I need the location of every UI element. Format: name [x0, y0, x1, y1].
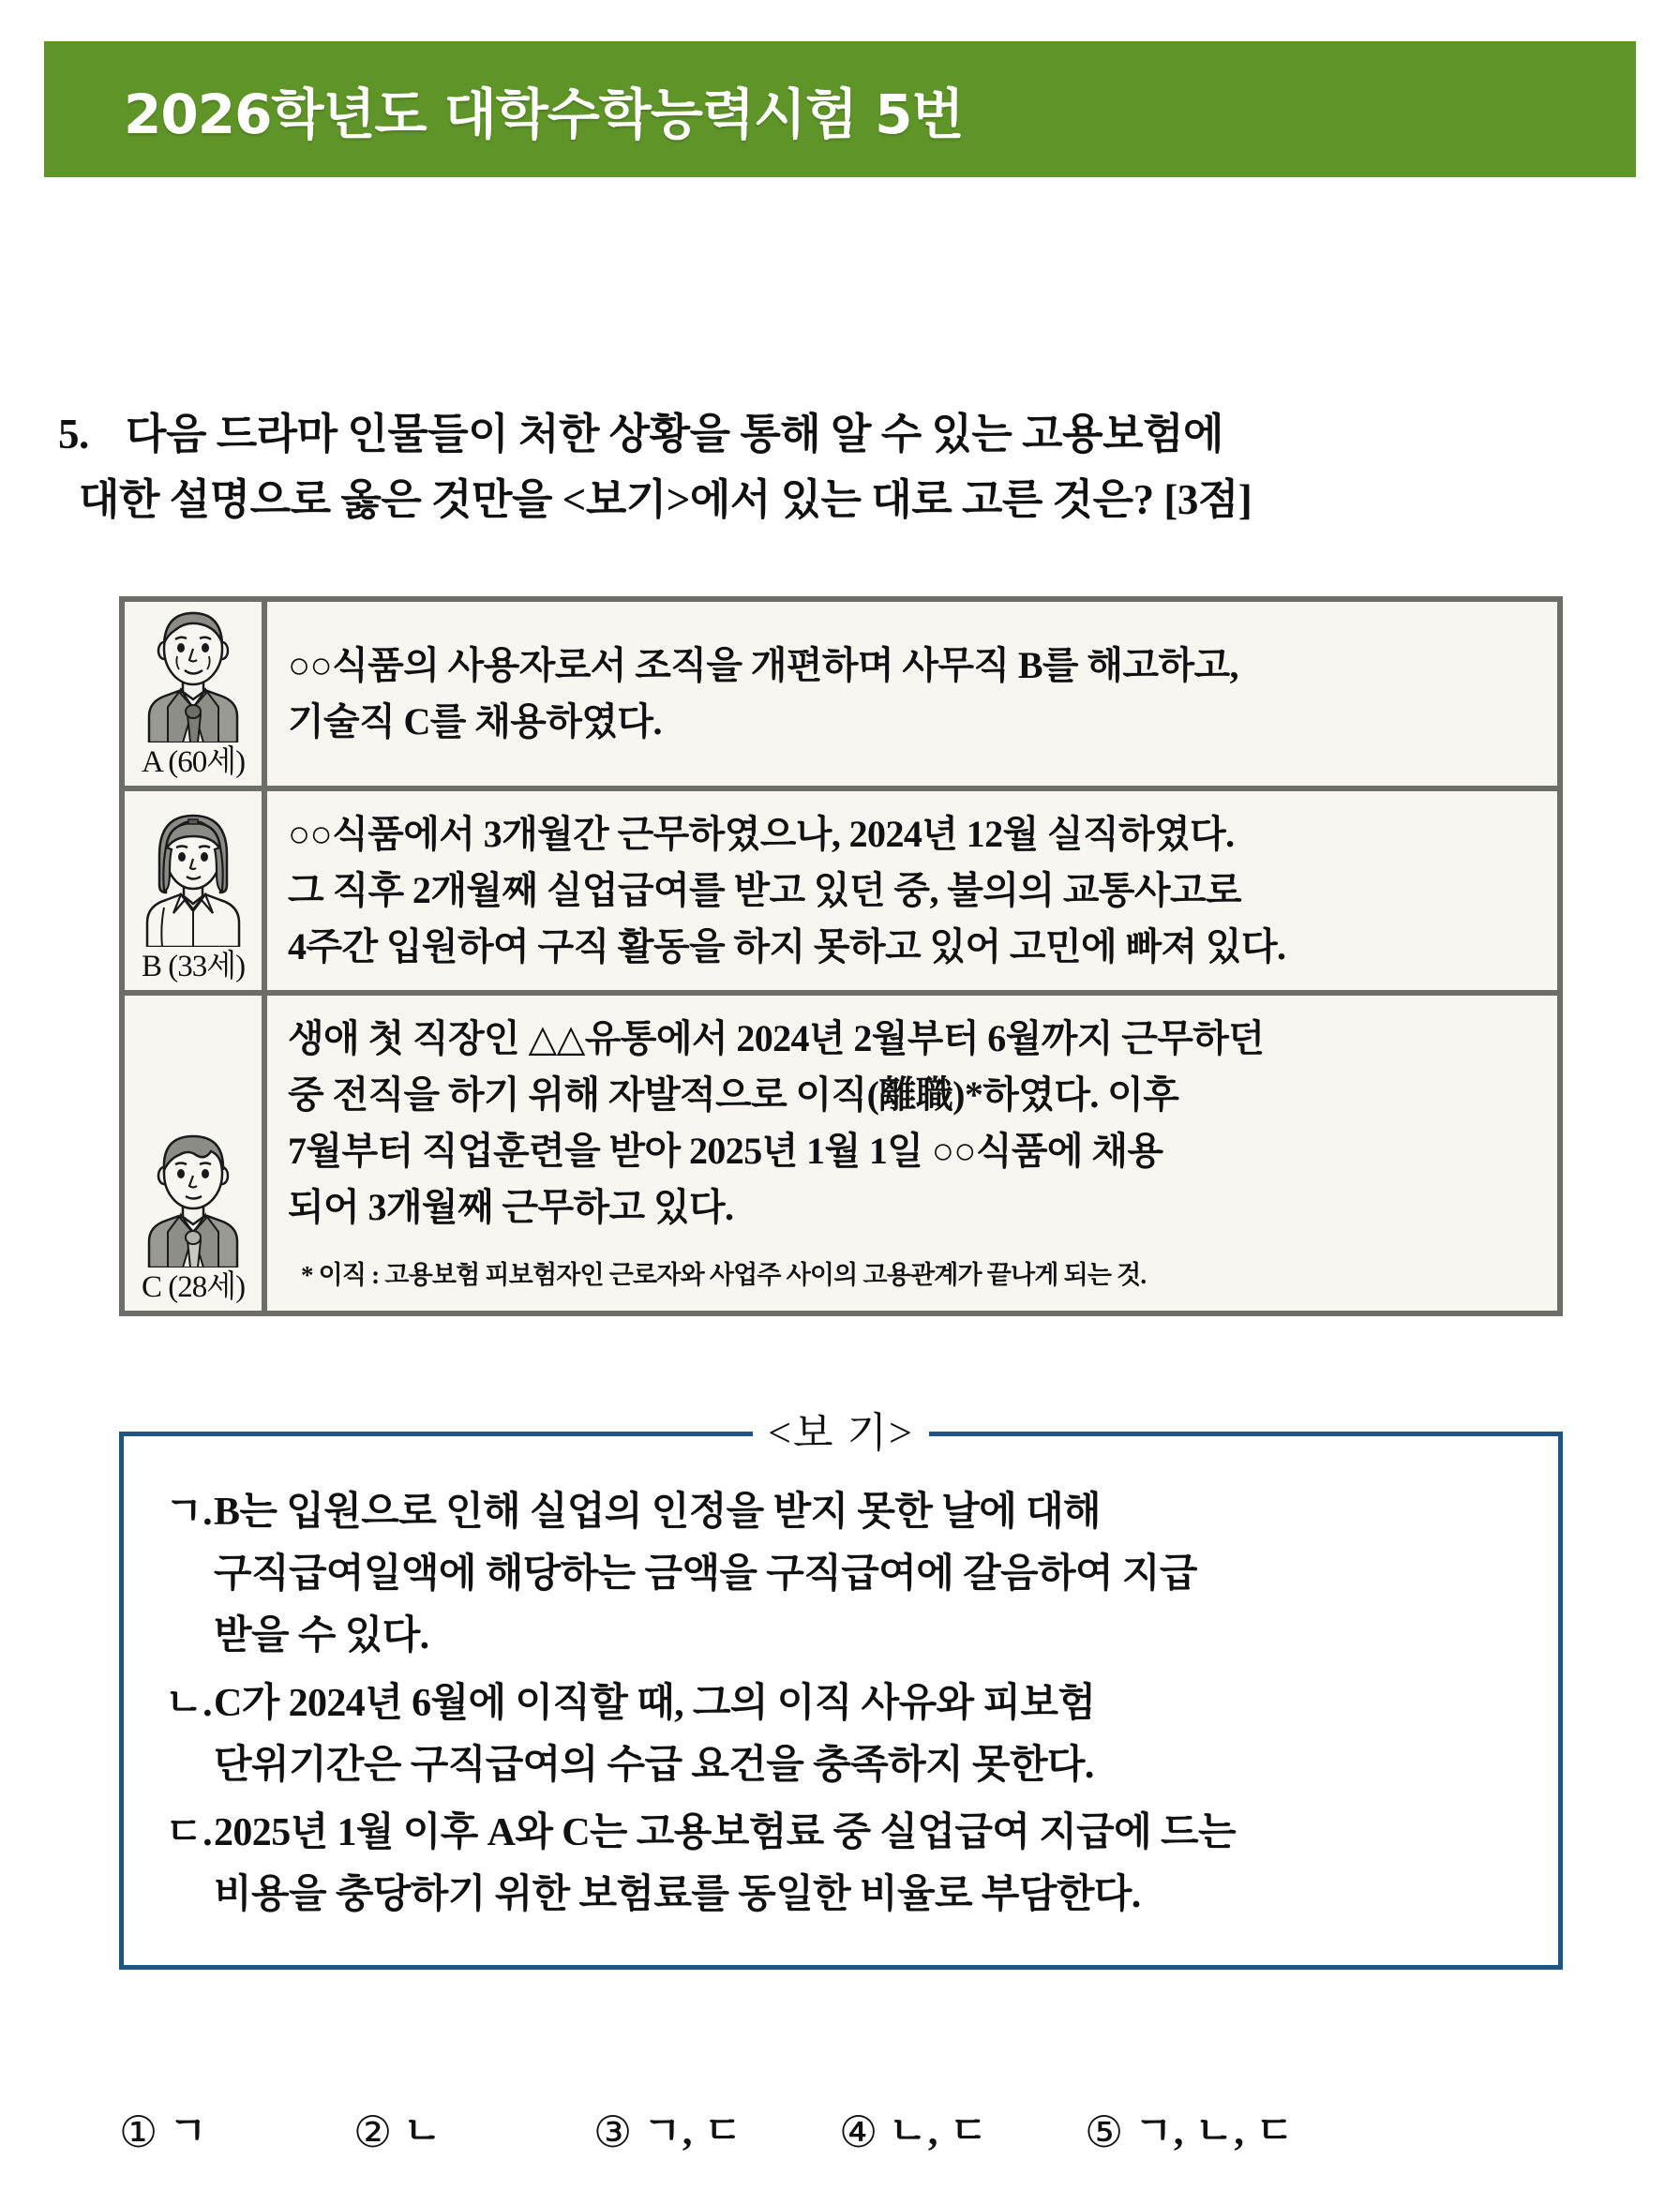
situation-line: ○○식품의 사용자로서 조직을 개편하며 사무직 B를 해고하고, [288, 644, 1238, 686]
answer-choice-1[interactable] [119, 2108, 353, 2156]
bogi-item-lines [214, 1481, 1530, 1667]
answer-choice-5[interactable] [1085, 2108, 1366, 2156]
table-row [125, 996, 1557, 1311]
bogi-item-lines [214, 1672, 1530, 1796]
question-stem-text-1: 다음 드라마 인물들이 처한 상황을 통해 알 수 있는 고용보험에 [126, 411, 1224, 458]
choice-number-1: ① [119, 2107, 158, 2157]
character-situation-table [119, 596, 1563, 1316]
avatar-label-c: C (28세) [141, 1270, 246, 1304]
answer-choice-2[interactable] [353, 2108, 593, 2156]
choice-number-4: ④ [839, 2107, 878, 2157]
bogi-box [119, 1432, 1563, 1970]
bogi-legend-text: <보 기> [753, 1410, 929, 1456]
choice-text-2: ㄴ [403, 2110, 442, 2153]
bogi-item-d [152, 1802, 1530, 1926]
choice-number-5: ⑤ [1085, 2107, 1124, 2157]
situation-line: 되어 3개월째 근무하고 있다. [288, 1186, 734, 1228]
bogi-item-lines [214, 1802, 1530, 1926]
choice-number-3: ③ [593, 2107, 633, 2157]
bogi-line: B는 입원으로 인해 실업의 인정을 받지 못한 날에 대해 [214, 1491, 1102, 1534]
avatar-label-b: B (33세) [141, 950, 246, 983]
answer-choices [119, 2108, 1591, 2156]
choice-text-1: ㄱ [169, 2110, 208, 2153]
table-row [125, 791, 1557, 996]
woman-bob-blouse-avatar [130, 806, 256, 947]
question-stem-line-1 [58, 401, 1642, 467]
bogi-line: 구직급여일액에 해당하는 금액을 구직급여에 갈음하여 지급 [214, 1552, 1197, 1596]
question-stem-line-2: 대한 설명으로 옳은 것만을 <보기>에서 있는 대로 고른 것은? [3점] [79, 476, 1252, 523]
bogi-line: 받을 수 있다. [214, 1614, 429, 1658]
situation-cell-b [267, 791, 1557, 990]
bogi-marker: ㄱ. [165, 1491, 213, 1534]
bogi-section [119, 1410, 1563, 1970]
situation-cell-c [267, 996, 1557, 1311]
older-man-suit-avatar [130, 602, 256, 742]
situation-line: 생애 첫 직장인 △△유통에서 2024년 2월부터 6월까지 근무하던 [288, 1017, 1265, 1059]
choice-text-4: ㄴ, ㄷ [889, 2110, 989, 2153]
avatar-cell-a [125, 602, 267, 786]
bogi-line: 2025년 1월 이후 A와 C는 고용보험료 중 실업급여 지급에 드는 [214, 1811, 1236, 1854]
avatar-cell-c [125, 996, 267, 1311]
situation-line: 기술직 C를 채용하였다. [288, 700, 662, 742]
situation-line: 7월부터 직업훈련을 받아 2025년 1월 1일 ○○식품에 채용 [288, 1130, 1163, 1172]
situation-line: 그 직후 2개월째 실업급여를 받고 있던 중, 불의의 교통사고로 [288, 869, 1241, 911]
bogi-item-n [152, 1672, 1530, 1796]
bogi-line: 단위기간은 구직급여의 수급 요건을 충족하지 못한다. [214, 1744, 1094, 1787]
table-row [125, 602, 1557, 791]
bogi-line: 비용을 충당하기 위한 보험료를 동일한 비율로 부담한다. [214, 1873, 1141, 1916]
avatar-label-a: A (60세) [141, 745, 246, 779]
bogi-marker: ㄷ. [165, 1811, 213, 1854]
footnote-ijik: * 이직 : 고용보험 피보험자인 근로자와 사업주 사이의 고용관계가 끝나게 되는 것. [301, 1261, 1147, 1289]
situation-line: 중 전직을 하기 위해 자발적으로 이직(離職)*하였다. 이후 [288, 1073, 1179, 1116]
answer-choice-3[interactable] [593, 2108, 839, 2156]
choice-text-5: ㄱ, ㄴ, ㄷ [1134, 2110, 1295, 2153]
exam-title: 2026학년도 대학수학능력시험 5번 [124, 82, 964, 146]
question-number: 5. [58, 411, 89, 458]
choice-text-3: ㄱ, ㄷ [643, 2110, 743, 2153]
answer-choice-4[interactable] [839, 2108, 1085, 2156]
bogi-line: C가 2024년 6월에 이직할 때, 그의 이직 사유와 피보험 [214, 1682, 1096, 1725]
question-stem [58, 401, 1642, 532]
exam-header-banner [44, 41, 1636, 177]
bogi-marker: ㄴ. [165, 1682, 213, 1725]
bogi-item-g [152, 1481, 1530, 1667]
situation-cell-a [267, 602, 1557, 786]
young-man-suit-avatar [130, 1127, 256, 1268]
situation-line: 4주간 입원하여 구직 활동을 하지 못하고 있어 고민에 빠져 있다. [288, 925, 1286, 968]
choice-number-2: ② [353, 2107, 393, 2157]
situation-line: ○○식품에서 3개월간 근무하였으나, 2024년 12월 실직하였다. [288, 813, 1235, 855]
avatar-cell-b [125, 791, 267, 990]
